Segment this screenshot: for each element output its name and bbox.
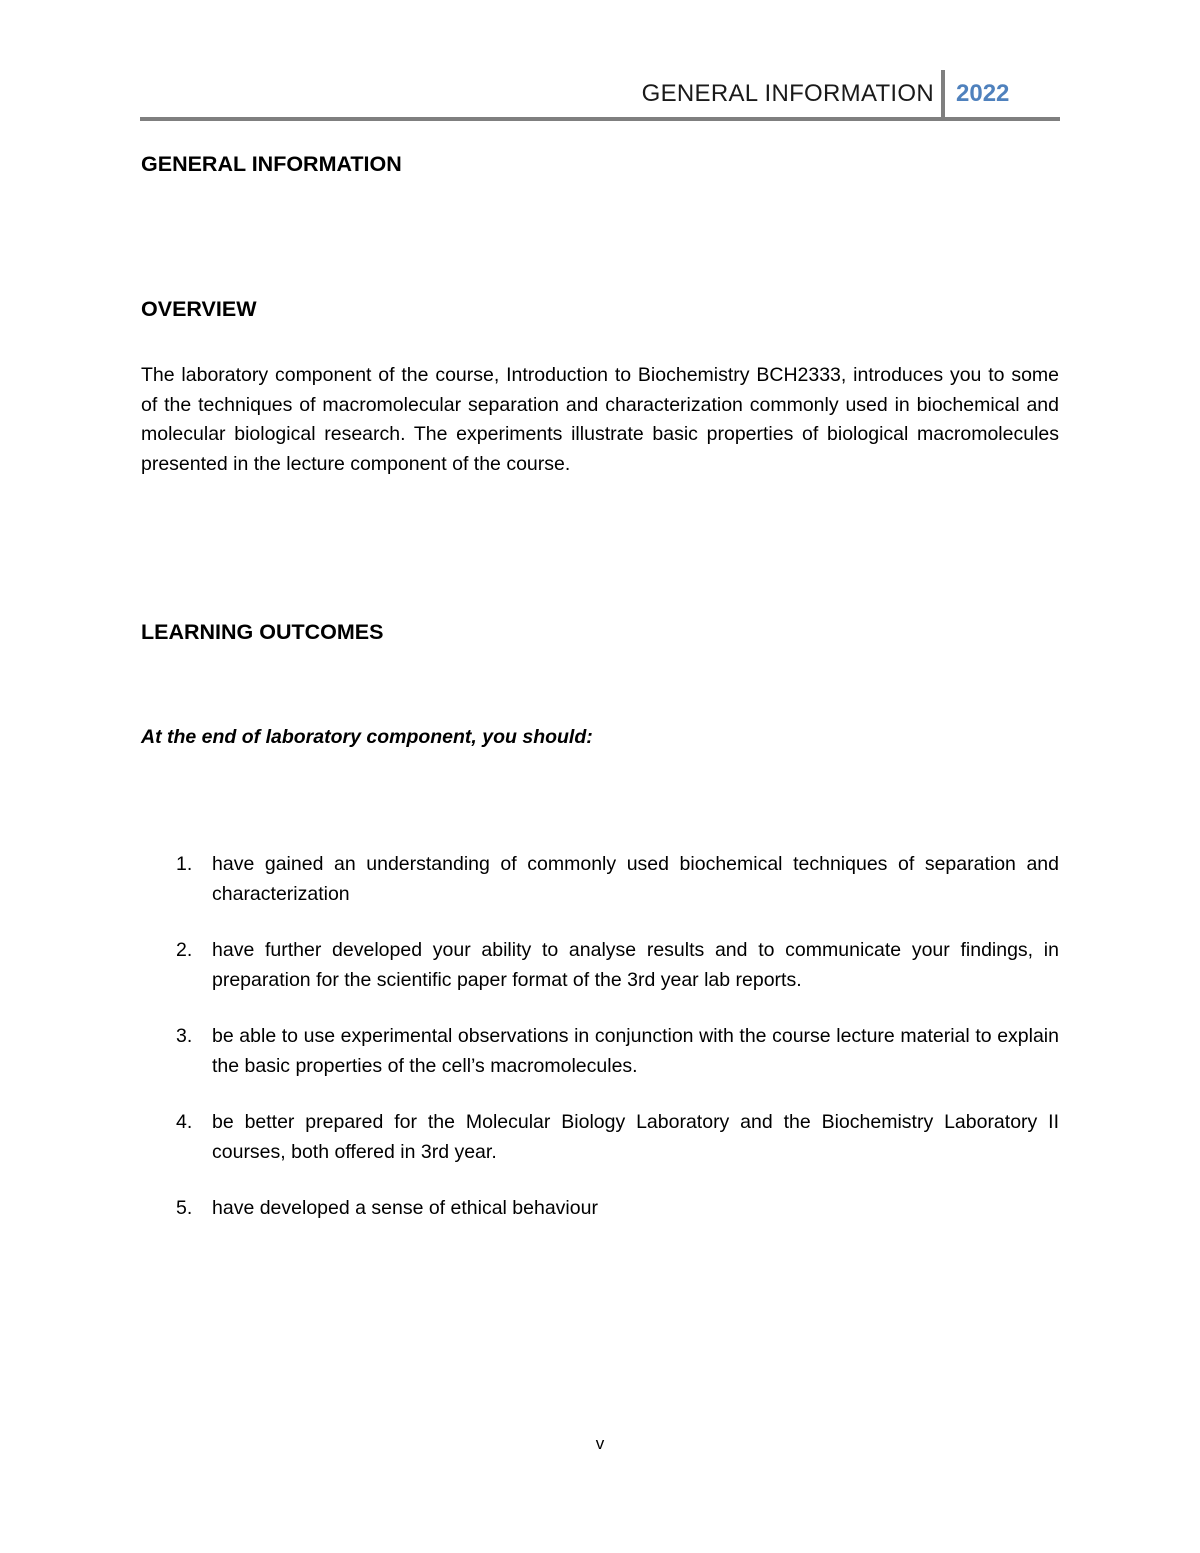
list-item-text: have gained an understanding of commonly used biochemical techniques of separation and characterization [212,853,1059,905]
list-item [141,850,1059,909]
header-rule [140,117,1060,121]
heading-overview: OVERVIEW [141,297,257,321]
list-item-number: 2. [176,939,193,961]
list-item-number: 4. [176,1111,193,1133]
list-item-number: 5. [176,1197,193,1219]
list-item-number: 1. [176,853,193,875]
page-number: v [595,1434,605,1453]
list-item [141,1022,1059,1081]
heading-learning-outcomes: LEARNING OUTCOMES [141,620,384,644]
header-year: 2022 [956,80,1010,107]
list-item [141,1108,1059,1167]
header-divider [941,70,945,120]
heading-general-information: GENERAL INFORMATION [141,152,402,176]
overview-paragraph: The laboratory component of the course, Introduction to Biochemistry BCH2333, introduces you to some of the techniques of macromolecular separation and characterization commonly used in biochemical and molecular biological research. The experiments illustrate basic properties of biological macromolecules presented in the lecture component of the course. [141,364,1059,475]
list-item [141,1194,1059,1224]
list-item-number: 3. [176,1025,193,1047]
list-item-text: be better prepared for the Molecular Biology Laboratory and the Biochemistry Laboratory II courses, both offered in 3rd year. [212,1111,1059,1163]
learning-outcomes-list [141,850,1059,1251]
list-item-text: be able to use experimental observations in conjunction with the course lecture material to explain the basic properties of the cell’s macromolecules. [212,1025,1059,1077]
list-item [141,936,1059,995]
list-item-text: have further developed your ability to analyse results and to communicate your findings, in preparation for the scientific paper format of the 3rd year lab reports. [212,939,1059,991]
list-item-text: have developed a sense of ethical behaviour [212,1197,598,1219]
learning-outcomes-intro: At the end of laboratory component, you should: [141,726,593,748]
header-section-title: GENERAL INFORMATION [641,80,934,107]
running-header [140,66,1060,124]
